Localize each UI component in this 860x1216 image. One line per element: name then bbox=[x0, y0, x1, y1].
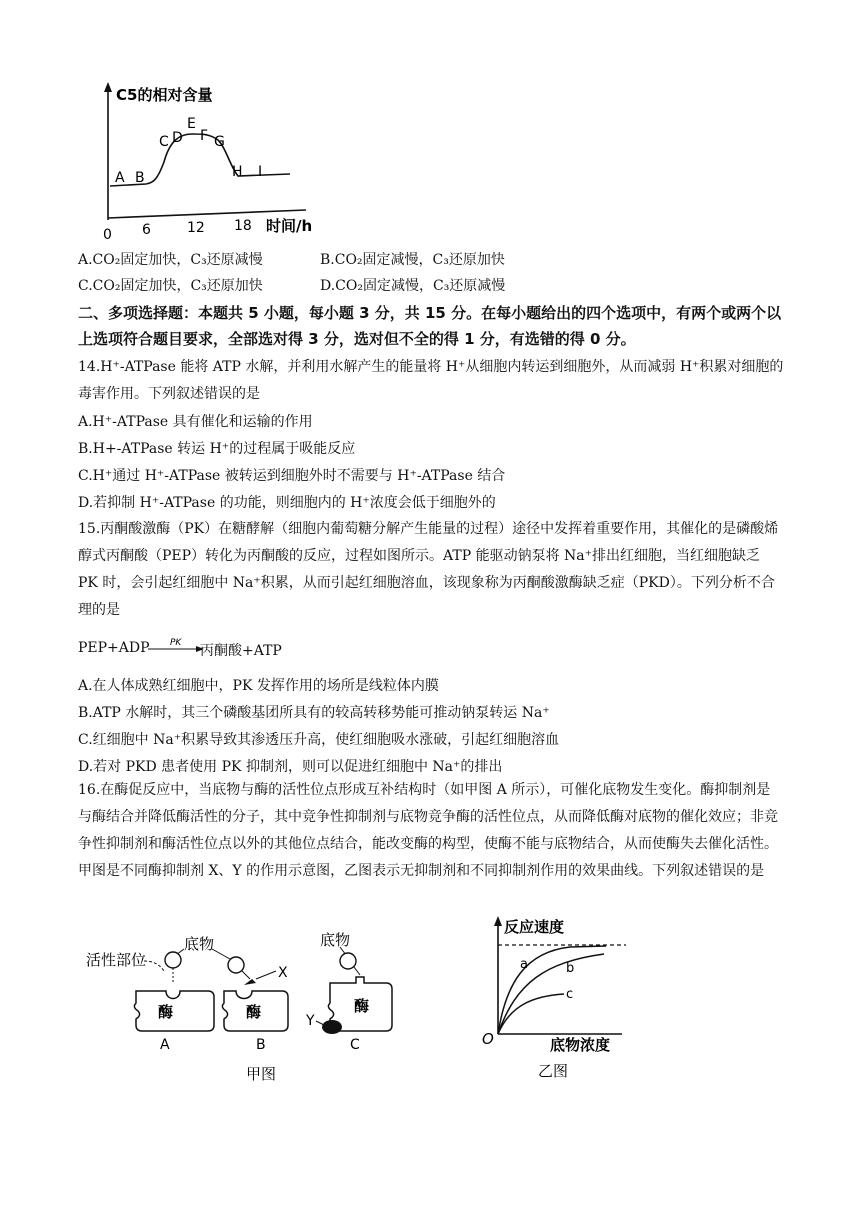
yi-caption: 乙图 bbox=[538, 1062, 569, 1080]
jia-caption: 甲图 bbox=[246, 1065, 277, 1083]
point-C: C bbox=[159, 134, 169, 150]
q16-stem: 16.在酶促反应中，当底物与酶的活性位点形成互补结构时（如甲图 A 所示），可催化底物发生变化。酶抑制剂是与酶结合并降低酶活性的分子，其中竞争性抑制剂与底物竞争酶的活性位点，从而降低酶对底物的催化效应；非竞争性抑制剂和酶活性位点以外的其他位点结合，能改变酶的构型，使酶不能与底物结合，从而使酶失去催化活性。甲图是不同酶抑制剂 X、Y 的作用示意图，乙图表示无抑制剂和不同抑制剂作用的效果曲线。下列叙述错误的是 bbox=[78, 782, 778, 879]
yi-y-label: 反应速度 bbox=[504, 918, 565, 936]
substrate-line-b bbox=[212, 949, 230, 959]
q15-option-d: D.若对 PKD 患者使用 PK 抑制剂，则可以促进红细胞中 Na⁺的排出 bbox=[78, 759, 503, 775]
enzyme-label-c: 酶 bbox=[354, 997, 370, 1015]
inhibitor-y bbox=[322, 1020, 342, 1034]
curve-c bbox=[498, 994, 564, 1034]
panel-a-label: A bbox=[160, 1037, 170, 1053]
y-label: Y bbox=[306, 1013, 315, 1029]
figure-yi bbox=[476, 912, 636, 1082]
q14-option-b: B.H+-ATPase 转运 H⁺的过程属于吸能反应 bbox=[78, 441, 356, 457]
substrate-label-a: 底物 bbox=[184, 935, 215, 953]
eq-left: PEP+ADP bbox=[78, 640, 150, 656]
substrate-label-c: 底物 bbox=[320, 931, 351, 949]
x-tick-18: 18 bbox=[234, 218, 252, 234]
x-label: X bbox=[278, 965, 288, 981]
yi-x-label: 底物浓度 bbox=[550, 1036, 611, 1054]
point-E: E bbox=[187, 116, 196, 132]
enzyme-a bbox=[134, 991, 214, 1031]
y-axis-label: C5的相对含量 bbox=[116, 86, 213, 104]
q13-option-b: B.CO₂固定减慢，C₃还原加快 bbox=[320, 252, 505, 268]
inhibitor-x bbox=[244, 979, 256, 985]
q15-stem: 15.丙酮酸激酶（PK）在糖酵解（细胞内葡萄糖分解产生能量的过程）途径中发挥着重要作用，其催化的是磷酸烯醇式丙酮酸（PEP）转化为丙酮酸的反应，过程如图所示。ATP 能驱动钠泵将 Na⁺排出红细胞，当红细胞缺乏 PK 时，会引起红细胞中 Na⁺积累，从而引起红细胞溶血，该现象称为丙酮酸激酶缺乏症（PKD）。下列分析不合理的是 bbox=[78, 521, 779, 618]
q14-stem: 14.H⁺-ATPase 能将 ATP 水解，并利用水解产生的能量将 H⁺从细胞内转运到细胞外，从而减弱 H⁺积累对细胞的毒害作用。下列叙述错误的是 bbox=[78, 359, 784, 402]
substrate-b bbox=[228, 957, 244, 973]
curve-a bbox=[498, 946, 606, 1034]
q15-equation bbox=[78, 636, 438, 662]
q14-option-d: D.若抑制 H⁺-ATPase 的功能，则细胞内的 H⁺浓度会低于细胞外的 bbox=[78, 495, 496, 511]
eq-arrow bbox=[146, 636, 206, 658]
enzyme-label-a: 酶 bbox=[158, 1003, 174, 1021]
q15-option-c: C.红细胞中 Na⁺积累导致其渗透压升高，使红细胞吸水涨破，引起红细胞溶血 bbox=[78, 732, 560, 748]
q15-option-a: A.在人体成熟红细胞中，PK 发挥作用的场所是线粒体内膜 bbox=[78, 678, 439, 694]
x-tick-12: 12 bbox=[187, 220, 205, 236]
panel-c-label: C bbox=[350, 1037, 360, 1053]
point-A: A bbox=[115, 170, 125, 186]
yi-origin: O bbox=[482, 1030, 494, 1048]
x-tick-6: 6 bbox=[142, 222, 151, 238]
eq-right: 丙酮酸+ATP bbox=[200, 643, 282, 659]
curve-a-label: a bbox=[520, 957, 528, 972]
q13-option-d: D.CO₂固定减慢，C₃还原减慢 bbox=[320, 278, 506, 294]
eq-arrow-label: PK bbox=[170, 638, 182, 648]
point-B: B bbox=[135, 170, 145, 186]
curve-c-label: c bbox=[566, 987, 574, 1002]
q13-option-c: C.CO₂固定加快，C₃还原加快 bbox=[78, 278, 263, 294]
x-axis-label: 时间/h bbox=[266, 217, 313, 235]
section2-heading: 二、多项选择题：本题共 5 小题，每小题 3 分，共 15 分。在每小题给出的四个选项中，有两个或两个以上选项符合题目要求，全部选对得 3 分，选对但不全的得 1 分，有选错的得 0 分。 bbox=[78, 304, 782, 348]
point-F: F bbox=[200, 128, 209, 144]
c5-chart bbox=[88, 78, 348, 248]
figure-jia bbox=[80, 925, 430, 1085]
q14-option-c: C.H⁺通过 H⁺-ATPase 被转运到细胞外时不需要与 H⁺-ATPase 结合 bbox=[78, 468, 506, 484]
enzyme-label-b: 酶 bbox=[246, 1003, 262, 1021]
panel-b-label: B bbox=[256, 1037, 266, 1053]
point-I: I bbox=[258, 164, 263, 180]
active-site-label: 活性部位 bbox=[86, 951, 147, 969]
curve-b-label: b bbox=[566, 961, 575, 976]
point-G: G bbox=[214, 134, 225, 150]
x-tick-0: 0 bbox=[103, 227, 112, 243]
point-D: D bbox=[172, 130, 183, 146]
y-axis-arrow bbox=[104, 82, 112, 92]
active-site-arrow bbox=[144, 961, 164, 971]
substrate-a bbox=[165, 952, 181, 968]
curve-b bbox=[498, 954, 604, 1034]
substrate-c bbox=[340, 953, 356, 969]
q14-option-a: A.H⁺-ATPase 具有催化和运输的作用 bbox=[78, 414, 313, 430]
q15-option-b: B.ATP 水解时，其三个磷酸基团所具有的较高转移势能可推动钠泵转运 Na⁺ bbox=[78, 705, 550, 721]
q13-option-a: A.CO₂固定加快，C₃还原减慢 bbox=[78, 252, 263, 268]
point-H: H bbox=[232, 164, 243, 180]
